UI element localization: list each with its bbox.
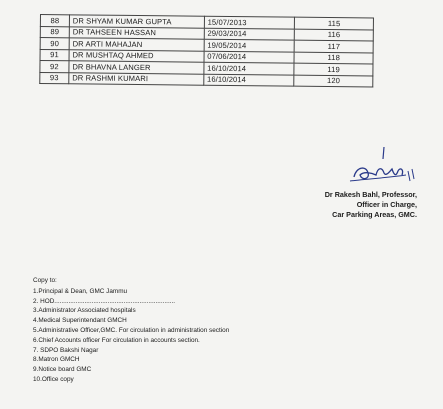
serial-number-cell: 92	[40, 61, 69, 73]
doctor-name-cell: DR TAHSEEN HASSAN	[69, 26, 204, 39]
doctor-name-cell: DR ARTI MAHAJAN	[69, 38, 204, 51]
copy-to-item: 10.Office copy	[33, 375, 74, 383]
date-cell: 29/03/2014	[204, 28, 295, 40]
parking-number-cell: 117	[295, 40, 374, 52]
copy-to-item: 2. HOD....................................................................	[33, 297, 176, 305]
doctor-name-cell: DR RASHMI KUMARI	[69, 72, 204, 85]
serial-number-cell: 88	[40, 15, 69, 27]
date-cell: 16/10/2014	[203, 74, 294, 86]
parking-number-cell: 119	[294, 63, 373, 75]
copy-to-section	[33, 276, 229, 385]
signatory-name: Dr Rakesh Bahl, Professor,	[324, 190, 417, 199]
copy-to-item: 3.Administrator Associated hospitals	[33, 307, 136, 315]
copy-to-item: 7. SDPO Bakshi Nagar	[33, 346, 99, 354]
signatory-role: Officer in Charge,	[356, 200, 417, 210]
serial-number-cell: 90	[40, 38, 69, 50]
handwritten-signature	[346, 145, 416, 193]
copy-to-item: 4.Medical Superintendant GMCH	[33, 317, 127, 325]
date-cell: 15/07/2013	[204, 16, 295, 28]
copy-to-item: 8.Matron GMCH	[33, 356, 80, 364]
copy-to-item: 1.Principal & Dean, GMC Jammu	[33, 287, 128, 295]
parking-number-cell: 118	[294, 52, 373, 64]
parking-number-cell: 120	[294, 75, 373, 87]
signatory-unit: Car Parking Areas, GMC.	[332, 210, 417, 220]
copy-to-item: 9.Notice board GMC	[33, 366, 92, 374]
table-row	[40, 72, 373, 87]
date-cell: 07/06/2014	[204, 51, 295, 63]
date-cell: 19/05/2014	[204, 39, 295, 51]
serial-number-cell: 89	[40, 26, 69, 38]
doctor-name-cell: DR MUSHTAQ AHMED	[69, 49, 204, 62]
serial-number-cell: 93	[40, 72, 69, 84]
copy-to-heading: Copy to:	[33, 277, 57, 284]
parking-number-cell: 116	[295, 29, 374, 41]
copy-to-item: 5.Administrative Officer,GMC. For circulation in administration section	[33, 326, 230, 334]
doctor-parking-table	[39, 14, 374, 87]
copy-to-item: 6.Chief Accounts officer For circulation in accounts section.	[33, 336, 200, 344]
signatory-block	[325, 190, 417, 221]
doctor-name-cell: DR BHAVNA LANGER	[69, 61, 204, 74]
doctor-name-cell: DR SHYAM KUMAR GUPTA	[69, 15, 204, 28]
date-cell: 16/10/2014	[204, 62, 295, 74]
parking-number-cell: 115	[295, 17, 374, 29]
serial-number-cell: 91	[40, 49, 69, 61]
